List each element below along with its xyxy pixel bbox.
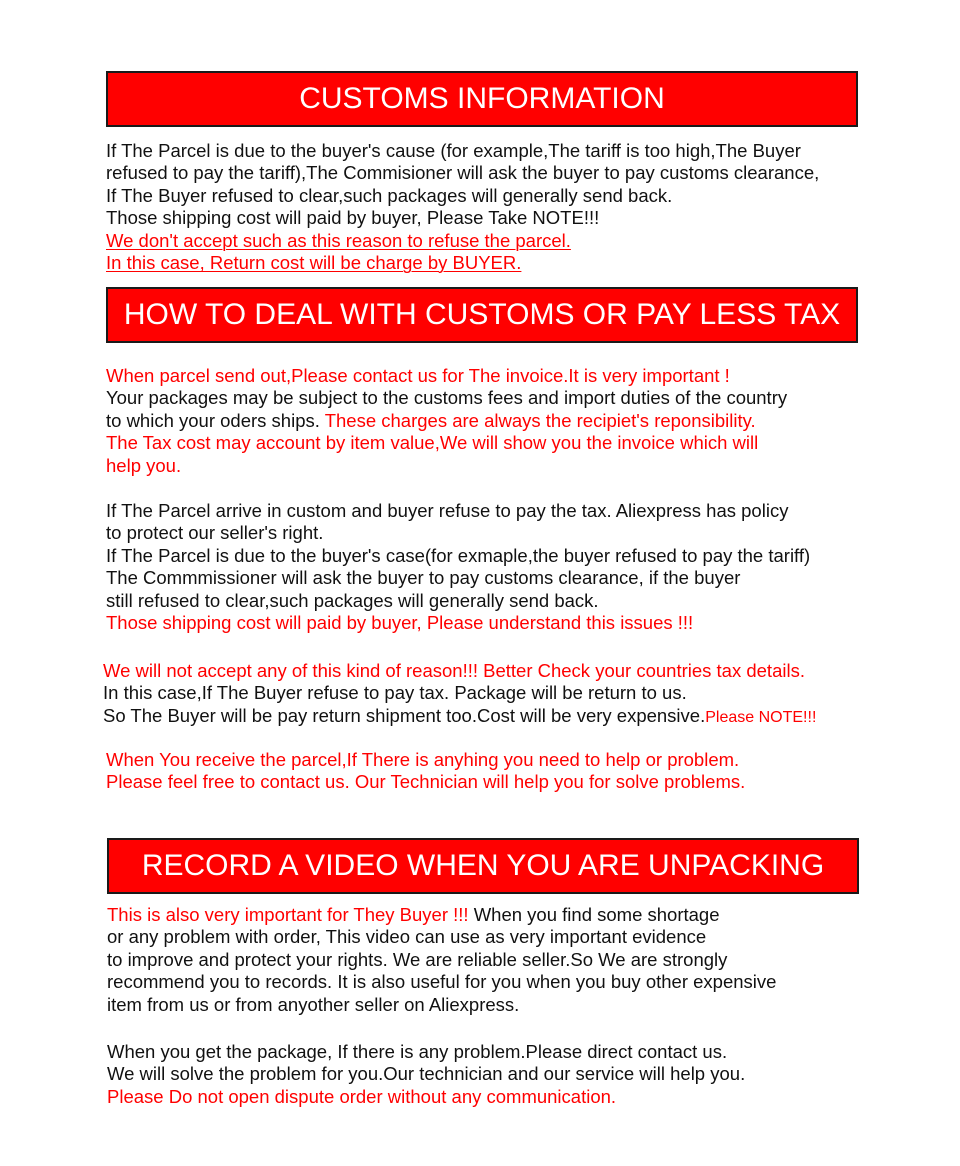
video-evidence-paragraph — [107, 904, 776, 1016]
tax-note-text: Please NOTE!!! — [705, 708, 817, 726]
customs-line: If The Parcel is due to the buyer's cause (for example,The tariff is too high,The Buyer — [106, 140, 801, 161]
customs-warning-line: We don't accept such as this reason to refuse the parcel. — [106, 229, 571, 251]
tax-policy-warning: Those shipping cost will paid by buyer, Please understand this issues !!! — [106, 611, 694, 633]
pay-less-tax-banner — [106, 287, 858, 343]
customs-line: If The Buyer refused to clear,such packages will generally send back. — [106, 184, 673, 206]
tax-policy-paragraph — [106, 500, 810, 634]
tax-ships-line: to which your oders ships. — [106, 409, 320, 431]
tax-cost-line: help you. — [106, 454, 182, 476]
tax-refusal-warning: We will not accept any of this kind of reason!!! Better Check your countries tax details. — [103, 660, 805, 681]
tax-policy-line: to protect our seller's right. — [106, 522, 324, 544]
tax-invoice-paragraph — [106, 365, 787, 477]
tax-fees-line: Your packages may be subject to the customs fees and import duties of the country — [106, 387, 788, 409]
tax-invoice-line: When parcel send out,Please contact us for The invoice.It is very important ! — [106, 365, 730, 386]
video-dispute-warning: Please Do not open dispute order without any communication. — [107, 1085, 617, 1107]
tax-policy-line: If The Parcel is due to the buyer's case(for exmaple,the buyer refused to pay the tariff) — [106, 544, 811, 566]
tax-contact-line: Please feel free to contact us. Our Technician will help you for solve problems. — [106, 771, 746, 793]
customs-line: Those shipping cost will paid by buyer, Please Take NOTE!!! — [106, 207, 600, 229]
pay-less-tax-title: HOW TO DEAL WITH CUSTOMS OR PAY LESS TAX — [123, 298, 841, 331]
tax-policy-line: The Commmissioner will ask the buyer to pay customs clearance, if the buyer — [106, 567, 741, 589]
customs-line: refused to pay the tariff),The Commisioner will ask the buyer to pay customs clearance, — [106, 162, 820, 184]
customs-paragraph — [106, 140, 819, 274]
record-video-banner — [107, 838, 859, 894]
video-evidence-line: to improve and protect your rights. We are reliable seller.So We are strongly — [107, 948, 728, 970]
tax-contact-line: When You receive the parcel,If There is anyhing you need to help or problem. — [106, 749, 740, 770]
tax-responsibility-text: These charges are always the recipiet's reponsibility. — [319, 409, 756, 431]
tax-refusal-line: In this case,If The Buyer refuse to pay tax. Package will be return to us. — [103, 682, 687, 704]
tax-refusal-paragraph — [103, 660, 816, 727]
video-evidence-line: item from us or from anyother seller on Aliexpress. — [107, 993, 520, 1015]
customs-information-banner — [106, 71, 858, 127]
video-important-text: This is also very important for They Buyer !!! — [107, 904, 469, 925]
tax-contact-paragraph — [106, 749, 745, 794]
video-evidence-line: or any problem with order, This video can use as very important evidence — [107, 926, 707, 948]
customs-information-title: CUSTOMS INFORMATION — [299, 82, 665, 115]
tax-cost-line: The Tax cost may account by item value,We will show you the invoice which will — [106, 432, 759, 454]
video-contact-paragraph — [107, 1041, 745, 1108]
video-contact-line: We will solve the problem for you.Our technician and our service will help you. — [107, 1063, 746, 1085]
record-video-title: RECORD A VIDEO WHEN YOU ARE UNPACKING — [141, 849, 825, 882]
video-contact-line: When you get the package, If there is any problem.Please direct contact us. — [107, 1041, 728, 1062]
tax-policy-line: still refused to clear,such packages will generally send back. — [106, 589, 599, 611]
video-evidence-line: recommend you to records. It is also useful for you when you buy other expensive — [107, 971, 777, 993]
tax-refusal-line: So The Buyer will be pay return shipment too.Cost will be very expensive. — [103, 704, 706, 726]
tax-policy-line: If The Parcel arrive in custom and buyer refuse to pay the tax. Aliexpress has policy — [106, 500, 789, 521]
video-shortage-text: When you find some shortage — [468, 904, 720, 925]
customs-warning-line: In this case, Return cost will be charge by BUYER. — [106, 251, 522, 273]
